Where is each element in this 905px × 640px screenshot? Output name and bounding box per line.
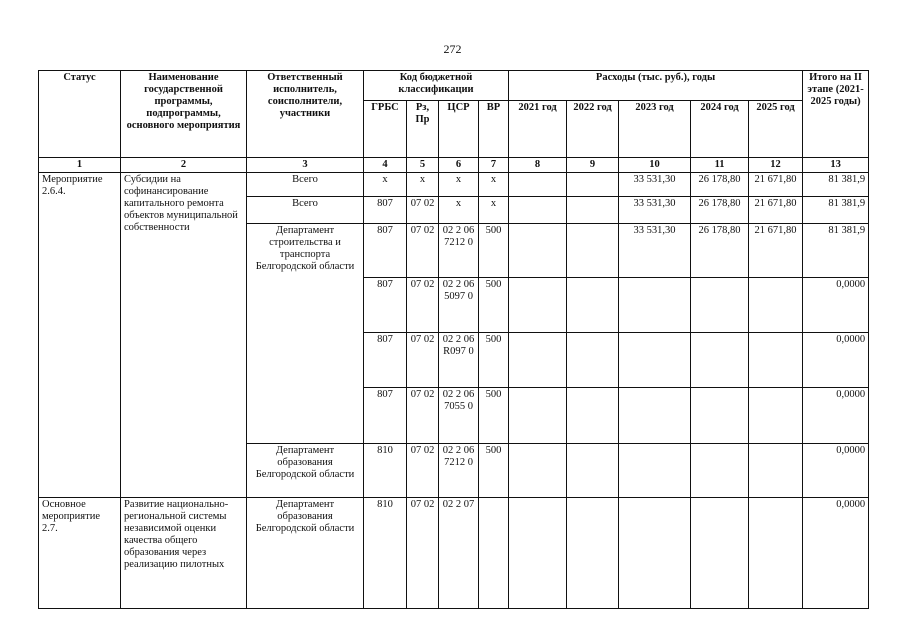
csr-cell: 02 2 06 7212 0	[439, 444, 479, 498]
header-grbs: ГРБС	[364, 101, 407, 158]
column-number: 5	[407, 158, 439, 173]
header-responsible: Ответственный исполнитель, соисполнители, участники	[247, 71, 364, 158]
total-cell: 81 381,9	[803, 173, 869, 197]
column-number: 13	[803, 158, 869, 173]
header-2021: 2021 год	[509, 101, 567, 158]
responsible-cell: Департамент образования Белгородской области	[247, 498, 364, 609]
status-cell: Мероприятие 2.6.4.	[39, 173, 121, 498]
rzpr-cell: 07 02	[407, 388, 439, 444]
grbs-cell: x	[364, 173, 407, 197]
y2023-cell: 33 531,30	[619, 224, 691, 278]
column-number: 1	[39, 158, 121, 173]
y2022-cell	[567, 224, 619, 278]
budget-table	[38, 70, 869, 609]
header-vr: ВР	[479, 101, 509, 158]
status-cell: Основное мероприятие 2.7.	[39, 498, 121, 609]
y2021-cell	[509, 388, 567, 444]
y2024-cell	[691, 278, 749, 333]
y2024-cell	[691, 498, 749, 609]
header-status: Статус	[39, 71, 121, 158]
y2024-cell: 26 178,80	[691, 197, 749, 224]
y2023-cell	[619, 333, 691, 388]
y2024-cell	[691, 333, 749, 388]
rzpr-cell: 07 02	[407, 444, 439, 498]
column-number: 9	[567, 158, 619, 173]
csr-cell: 02 2 07	[439, 498, 479, 609]
program-name-cell: Субсидии на софинансирование капитального ремонта объектов муниципальной собственности	[121, 173, 247, 498]
csr-cell: x	[439, 173, 479, 197]
column-number: 7	[479, 158, 509, 173]
program-name-cell: Развитие национально-региональной системы независимой оценки качества общего образования через реализацию пилотных	[121, 498, 247, 609]
y2022-cell	[567, 333, 619, 388]
y2022-cell	[567, 388, 619, 444]
total-cell: 81 381,9	[803, 197, 869, 224]
y2022-cell	[567, 498, 619, 609]
header-csr: ЦСР	[439, 101, 479, 158]
total-cell: 0,0000	[803, 444, 869, 498]
grbs-cell: 810	[364, 444, 407, 498]
rzpr-cell: 07 02	[407, 498, 439, 609]
column-number: 4	[364, 158, 407, 173]
y2023-cell	[619, 444, 691, 498]
column-number: 11	[691, 158, 749, 173]
header-2025: 2025 год	[749, 101, 803, 158]
column-number-row	[39, 158, 869, 173]
y2025-cell	[749, 388, 803, 444]
vr-cell	[479, 498, 509, 609]
total-cell: 0,0000	[803, 333, 869, 388]
responsible-cell: Департамент образования Белгородской области	[247, 444, 364, 498]
rzpr-cell: 07 02	[407, 197, 439, 224]
y2022-cell	[567, 278, 619, 333]
vr-cell: x	[479, 173, 509, 197]
y2021-cell	[509, 498, 567, 609]
table-row	[39, 173, 869, 197]
y2025-cell	[749, 333, 803, 388]
column-number: 10	[619, 158, 691, 173]
y2021-cell	[509, 278, 567, 333]
rzpr-cell: 07 02	[407, 333, 439, 388]
header-budget-code: Код бюджетной классификации	[364, 71, 509, 101]
y2021-cell	[509, 173, 567, 197]
header-total: Итого на II этапе (2021-2025 годы)	[803, 71, 869, 158]
y2024-cell	[691, 444, 749, 498]
column-number: 12	[749, 158, 803, 173]
rzpr-cell: 07 02	[407, 278, 439, 333]
y2021-cell	[509, 197, 567, 224]
y2021-cell	[509, 444, 567, 498]
y2022-cell	[567, 444, 619, 498]
y2023-cell: 33 531,30	[619, 173, 691, 197]
csr-cell: x	[439, 197, 479, 224]
grbs-cell: 807	[364, 278, 407, 333]
grbs-cell: 807	[364, 224, 407, 278]
total-cell: 0,0000	[803, 388, 869, 444]
column-number: 8	[509, 158, 567, 173]
page-number: 272	[443, 42, 462, 56]
y2025-cell: 21 671,80	[749, 197, 803, 224]
responsible-cell: Всего	[247, 173, 364, 197]
y2024-cell: 26 178,80	[691, 173, 749, 197]
header-2022: 2022 год	[567, 101, 619, 158]
total-cell: 81 381,9	[803, 224, 869, 278]
total-cell: 0,0000	[803, 498, 869, 609]
grbs-cell: 807	[364, 333, 407, 388]
rzpr-cell: 07 02	[407, 224, 439, 278]
y2021-cell	[509, 224, 567, 278]
vr-cell: x	[479, 197, 509, 224]
total-cell: 0,0000	[803, 278, 869, 333]
csr-cell: 02 2 06 5097 0	[439, 278, 479, 333]
y2023-cell: 33 531,30	[619, 197, 691, 224]
column-number: 2	[121, 158, 247, 173]
y2025-cell	[749, 444, 803, 498]
vr-cell: 500	[479, 388, 509, 444]
column-number: 3	[247, 158, 364, 173]
grbs-cell: 807	[364, 388, 407, 444]
y2024-cell: 26 178,80	[691, 224, 749, 278]
column-number: 6	[439, 158, 479, 173]
y2025-cell	[749, 498, 803, 609]
y2025-cell: 21 671,80	[749, 224, 803, 278]
header-2023: 2023 год	[619, 101, 691, 158]
table-row	[39, 498, 869, 609]
responsible-cell: Всего	[247, 197, 364, 224]
vr-cell: 500	[479, 333, 509, 388]
y2022-cell	[567, 173, 619, 197]
y2025-cell: 21 671,80	[749, 173, 803, 197]
header-2024: 2024 год	[691, 101, 749, 158]
responsible-cell: Департамент строительства и транспорта Белгородской области	[247, 224, 364, 444]
csr-cell: 02 2 06 7055 0	[439, 388, 479, 444]
header-rzpr: Рз, Пр	[407, 101, 439, 158]
grbs-cell: 810	[364, 498, 407, 609]
header-name: Наименование государственной программы, подпрограммы, основного мероприятия	[121, 71, 247, 158]
y2024-cell	[691, 388, 749, 444]
csr-cell: 02 2 06 7212 0	[439, 224, 479, 278]
rzpr-cell: x	[407, 173, 439, 197]
y2023-cell	[619, 278, 691, 333]
vr-cell: 500	[479, 444, 509, 498]
y2023-cell	[619, 388, 691, 444]
header-expenses: Расходы (тыс. руб.), годы	[509, 71, 803, 101]
csr-cell: 02 2 06 R097 0	[439, 333, 479, 388]
grbs-cell: 807	[364, 197, 407, 224]
vr-cell: 500	[479, 278, 509, 333]
y2022-cell	[567, 197, 619, 224]
y2021-cell	[509, 333, 567, 388]
y2025-cell	[749, 278, 803, 333]
y2023-cell	[619, 498, 691, 609]
vr-cell: 500	[479, 224, 509, 278]
